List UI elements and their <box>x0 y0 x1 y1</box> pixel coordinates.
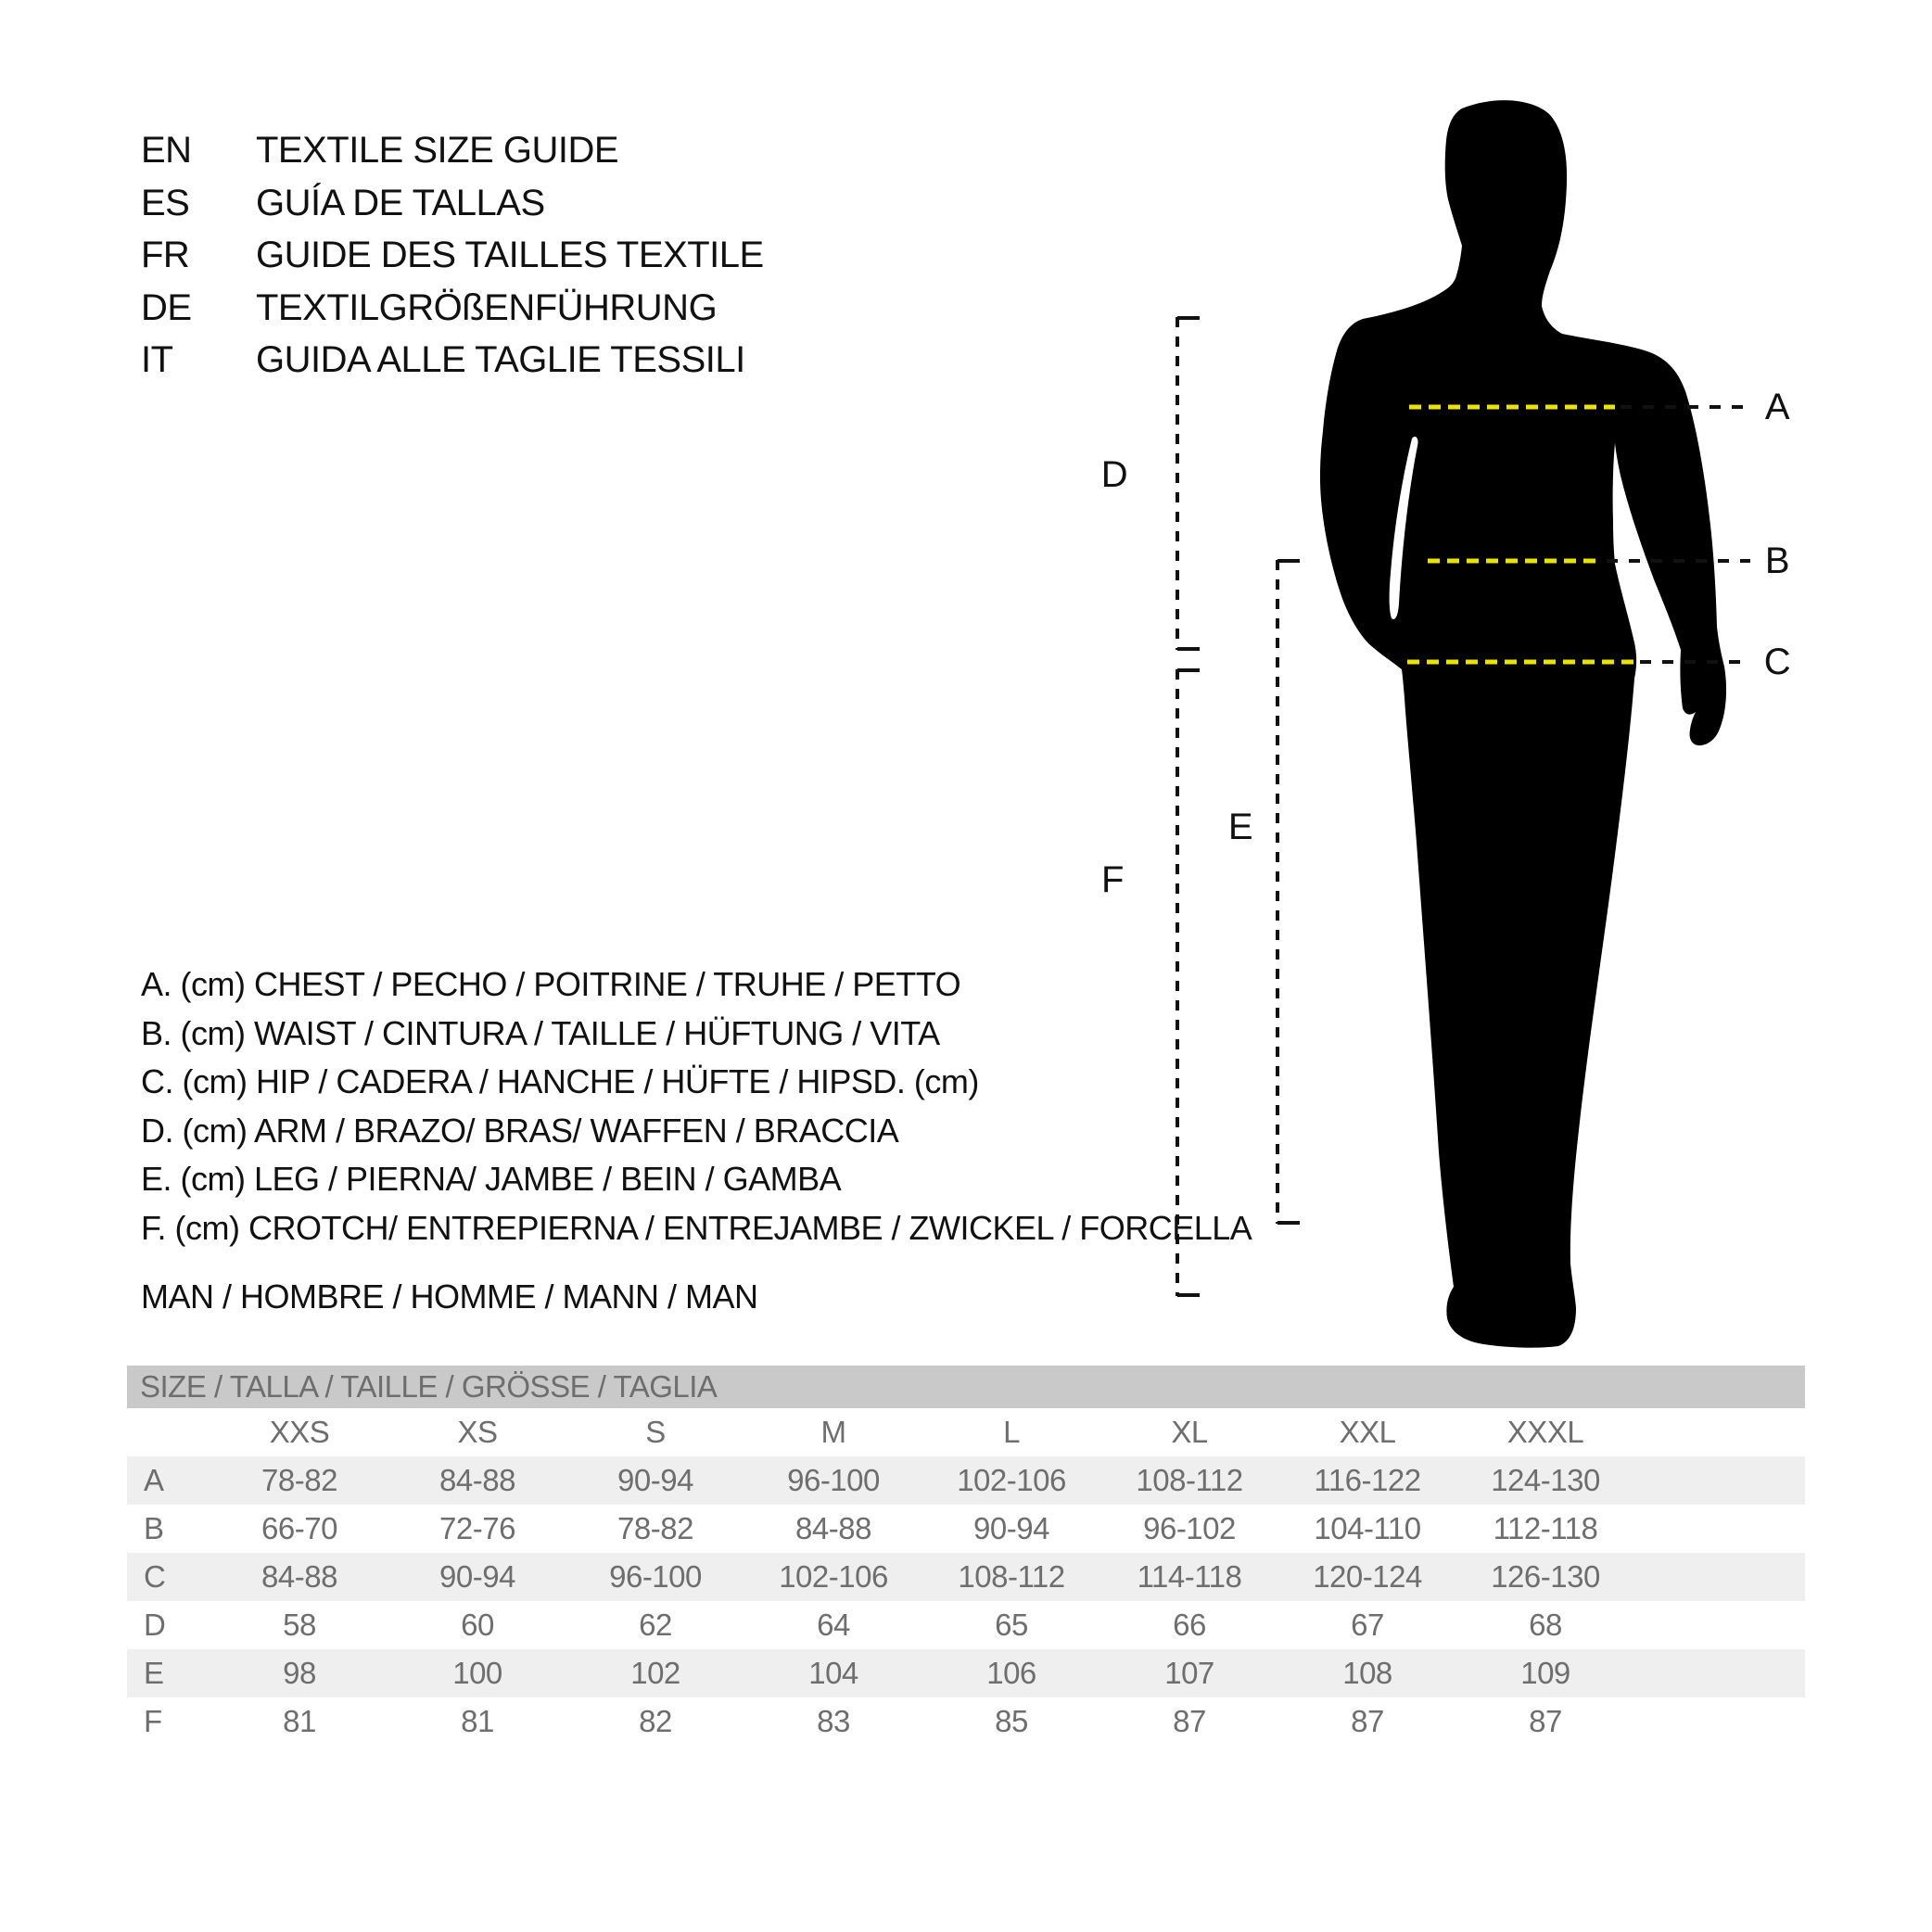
legend-line-arm: D. (cm) ARM / BRAZO/ BRAS/ WAFFEN / BRACCIA <box>141 1111 899 1150</box>
spacer-cell <box>1634 1601 1805 1649</box>
waist-label: B <box>1764 540 1790 581</box>
cell: 90-94 <box>439 1559 515 1594</box>
leg-label: E <box>1227 807 1253 847</box>
cell: 87 <box>1529 1704 1562 1738</box>
measurement-legend <box>141 960 1252 1253</box>
cell: 98 <box>283 1656 316 1690</box>
cell: 78-82 <box>617 1511 693 1545</box>
guide-title: TEXTILGRÖßENFÜHRUNG <box>256 286 718 328</box>
cell: 102-106 <box>957 1463 1066 1497</box>
cell: 67 <box>1351 1608 1384 1642</box>
language-code: ES <box>141 182 190 223</box>
cell: 102 <box>630 1656 680 1690</box>
row-label: D <box>144 1608 166 1642</box>
cell: 116-122 <box>1314 1463 1421 1497</box>
cell: 66-70 <box>261 1511 337 1545</box>
cell: 106 <box>986 1656 1036 1690</box>
cell: 58 <box>283 1608 316 1642</box>
size-column: L <box>1003 1415 1020 1449</box>
cell: 66 <box>1173 1608 1206 1642</box>
language-code: FR <box>141 235 190 275</box>
legend-line-leg: E. (cm) LEG / PIERNA/ JAMBE / BEIN / GAMBA <box>141 1160 842 1199</box>
corner-cell <box>127 1408 210 1456</box>
row-label: A <box>144 1463 164 1497</box>
cell: 126-130 <box>1491 1559 1600 1594</box>
cell: 120-124 <box>1313 1559 1422 1594</box>
guide-title: GUIDA ALLE TAGLIE TESSILI <box>256 339 745 380</box>
man-silhouette <box>1320 100 1726 1348</box>
cell: 78-82 <box>261 1463 337 1497</box>
cell: 104 <box>808 1656 858 1690</box>
language-row <box>141 177 764 230</box>
cell: 104-110 <box>1314 1511 1421 1545</box>
cell: 102-106 <box>779 1559 888 1594</box>
language-row <box>141 282 764 335</box>
language-title-list <box>141 124 764 387</box>
cell: 84-88 <box>439 1463 515 1497</box>
table-row-chest <box>127 1456 1805 1505</box>
cell: 81 <box>283 1704 316 1738</box>
cell: 81 <box>461 1704 494 1738</box>
row-label: E <box>144 1656 164 1690</box>
cell: 108-112 <box>1136 1463 1243 1497</box>
cell: 114-118 <box>1137 1559 1242 1594</box>
guide-title: GUÍA DE TALLAS <box>256 182 545 223</box>
language-row <box>141 124 764 177</box>
guide-title: GUIDE DES TAILLES TEXTILE <box>256 235 764 275</box>
spacer-cell <box>1634 1553 1805 1601</box>
spacer-cell <box>1634 1408 1805 1456</box>
table-row-hip <box>127 1553 1805 1601</box>
size-column: M <box>820 1415 846 1449</box>
size-column: XS <box>457 1415 498 1449</box>
cell: 83 <box>817 1704 850 1738</box>
audience-line: MAN / HOMBRE / HOMME / MANN / MAN <box>141 1277 758 1316</box>
cell: 96-100 <box>787 1463 880 1497</box>
row-label: B <box>144 1511 164 1545</box>
crotch-label: F <box>1101 859 1124 900</box>
size-column: XXL <box>1339 1415 1396 1449</box>
cell: 112-118 <box>1493 1511 1598 1545</box>
row-label: F <box>144 1704 162 1738</box>
language-row <box>141 334 764 387</box>
cell: 87 <box>1173 1704 1206 1738</box>
cell: 62 <box>639 1608 672 1642</box>
cell: 84-88 <box>795 1511 871 1545</box>
hip-label: C <box>1763 642 1791 682</box>
cell: 107 <box>1164 1656 1214 1690</box>
language-code: IT <box>141 339 173 380</box>
guide-title: TEXTILE SIZE GUIDE <box>256 130 619 171</box>
cell: 108-112 <box>958 1559 1065 1594</box>
size-column: S <box>645 1415 666 1449</box>
spacer-cell <box>1634 1649 1805 1697</box>
cell: 64 <box>817 1608 850 1642</box>
size-table-title: SIZE / TALLA / TAILLE / GRÖSSE / TAGLIA <box>127 1366 1805 1408</box>
cell: 68 <box>1529 1608 1562 1642</box>
cell: 85 <box>995 1704 1028 1738</box>
row-label: C <box>144 1559 166 1594</box>
size-column: XL <box>1171 1415 1208 1449</box>
legend-line-crotch: F. (cm) CROTCH/ ENTREPIERNA / ENTREJAMBE / ZWICKEL / FORCELLA <box>141 1208 1252 1247</box>
cell: 60 <box>461 1608 494 1642</box>
size-table <box>127 1366 1805 1746</box>
size-table-grid <box>127 1408 1805 1746</box>
table-row-arm <box>127 1601 1805 1649</box>
cell: 84-88 <box>261 1559 337 1594</box>
language-code: EN <box>141 130 192 171</box>
cell: 87 <box>1351 1704 1384 1738</box>
language-code: DE <box>141 286 192 328</box>
cell: 100 <box>452 1656 502 1690</box>
cell: 90-94 <box>973 1511 1049 1545</box>
spacer-cell <box>1634 1505 1805 1553</box>
cell: 96-102 <box>1143 1511 1236 1545</box>
size-column: XXXL <box>1506 1415 1584 1449</box>
table-row-waist <box>127 1505 1805 1553</box>
cell: 72-76 <box>439 1511 515 1545</box>
cell: 124-130 <box>1491 1463 1600 1497</box>
cell: 108 <box>1342 1656 1392 1690</box>
cell: 109 <box>1520 1656 1570 1690</box>
legend-line-chest: A. (cm) CHEST / PECHO / POITRINE / TRUHE / PETTO <box>141 965 961 1003</box>
cell: 96-100 <box>609 1559 702 1594</box>
language-row <box>141 229 764 282</box>
legend-line-hip: C. (cm) HIP / CADERA / HANCHE / HÜFTE / HIPSD. (cm) <box>141 1062 979 1101</box>
chest-label: A <box>1764 387 1790 427</box>
arm-label: D <box>1100 454 1128 495</box>
size-column: XXS <box>269 1415 330 1449</box>
spacer-cell <box>1634 1456 1805 1505</box>
cell: 82 <box>639 1704 672 1738</box>
cell: 65 <box>995 1608 1028 1642</box>
legend-line-waist: B. (cm) WAIST / CINTURA / TAILLE / HÜFTUNG / VITA <box>141 1013 940 1052</box>
spacer-cell <box>1634 1697 1805 1746</box>
table-row-leg <box>127 1649 1805 1697</box>
table-row-crotch <box>127 1697 1805 1746</box>
cell: 90-94 <box>617 1463 693 1497</box>
size-column-header-row <box>127 1408 1805 1456</box>
